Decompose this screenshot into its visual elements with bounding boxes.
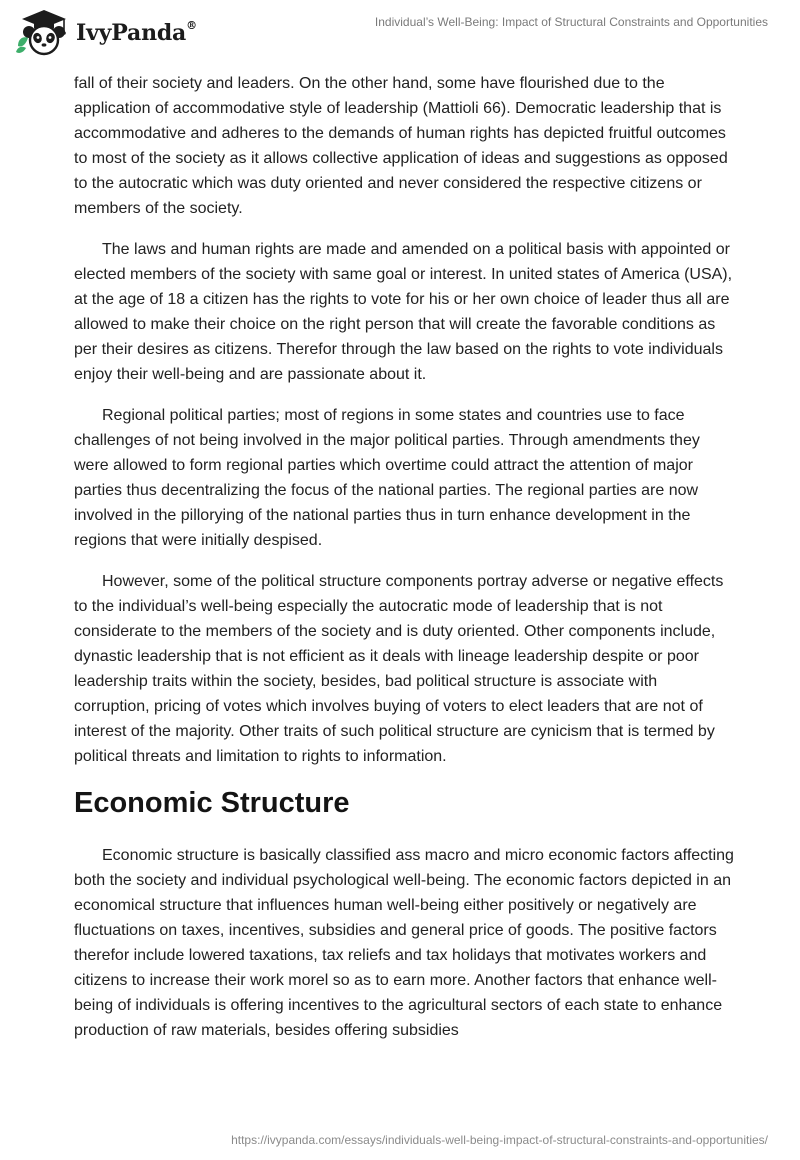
source-url[interactable]: https://ivypanda.com/essays/individuals-well-being-impact-of-structural-constraints-and-opportunities/ [231,1133,768,1147]
registered-mark: ® [186,18,197,32]
essay-content [74,71,734,1059]
essay-title: Individual’s Well-Being: Impact of Structural Constraints and Opportunities [374,15,768,29]
page-header [0,0,800,70]
logo-wordmark [76,20,197,46]
paragraph: Economic structure is basically classified ass macro and micro economic factors affecting both the society and individual psychological well-being. The economic factors depicted in an economical structure that influences human well-being either positively or negatively are fluctuations on taxes, incentives, subsidies and general price of goods. The positive factors therefor include lowered taxations, tax reliefs and tax holidays that motivates workers and citizens to increase their work morel so as to earn more. Another factors that enhance well-being of individuals is offering incentives to the agricultural sectors of each state to enhance production of raw materials, besides offering subsidies [74,847,734,1039]
section-heading: Economic Structure [74,787,350,819]
paragraph: fall of their society and leaders. On the other hand, some have flourished due to the application of accommodative style of leadership (Mattioli 66). Democratic leadership that is accommodative and adheres to the demands of human rights has depicted fruitful outcomes to most of the society as it allows collective application of ideas and suggestions as opposed to the autocratic which was duty oriented and never considered the respective citizens or members of the society. [74,75,728,217]
paragraph: However, some of the political structure components portray adverse or negative effects to the individual’s well-being especially the autocratic mode of leadership that is not considerate to the members of the society and is duty oriented. Other components include, dynastic leadership that is not efficient as it deals with lineage leadership despite or poor leadership traits within the society, besides, bad political structure is associate with corruption, pricing of votes which involves buying of voters to elect leaders that are not of interest of the majority. Other traits of such political structure are cynicism that is termed by political threats and limitation to rights to information. [74,573,724,765]
paragraph: Regional political parties; most of regions in some states and countries use to face challenges of not being involved in the major political parties. Through amendments they were allowed to form regional parties which overtime could attract the attention of major parties thus decentralizing the focus of the national parties. The regional parties are now involved in the pillorying of the national parties thus in turn enhance development in the regions that were initially despised. [74,407,700,549]
paragraph: The laws and human rights are made and amended on a political basis with appointed or elected members of the society with same goal or interest. In united states of America (USA), at the age of 18 a citizen has the rights to vote for his or her own choice of leader thus all are allowed to make their choice on the right person that will create the favorable conditions as per their desires as citizens. Therefor through the law based on the rights to vote individuals enjoy their well-being and are passionate about it. [74,241,733,383]
ivypanda-logo[interactable] [14,6,214,58]
panda-graduation-cap-icon [14,6,70,58]
logo-name: IvyPanda [76,20,187,46]
